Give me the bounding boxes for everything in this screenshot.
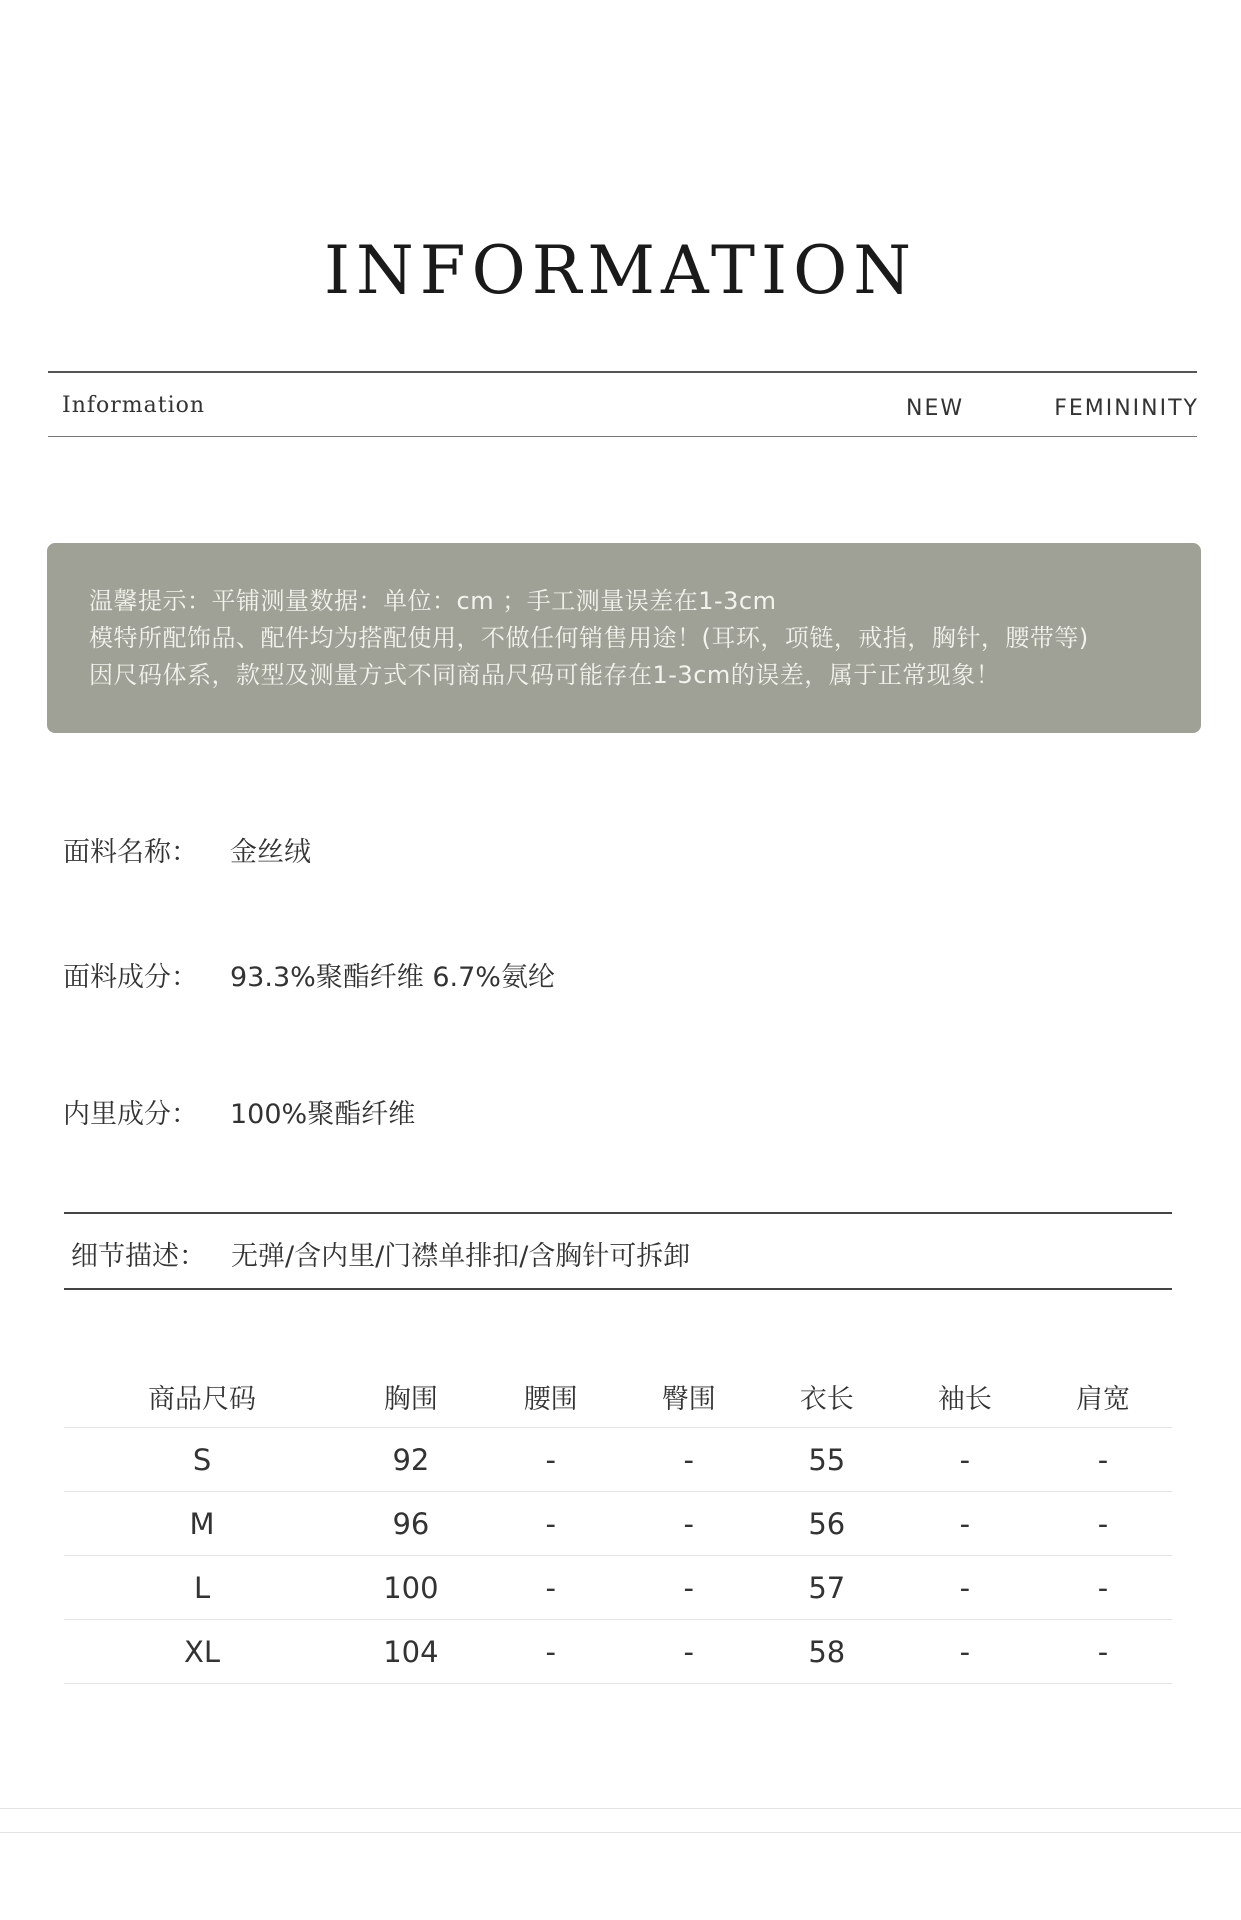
details-label: 细节描述： <box>71 1241 206 1272</box>
size-table-header-row <box>64 1365 1172 1428</box>
fabric-composition-label: 面料成分： <box>63 962 198 993</box>
size-table <box>64 1365 1172 1684</box>
fabric-composition-row <box>63 955 555 994</box>
table-cell: 56 <box>758 1492 896 1556</box>
details-bottom-rule <box>64 1288 1172 1290</box>
lining-composition-label: 内里成分： <box>63 1099 198 1130</box>
lining-composition-value: 100%聚酯纤维 <box>230 1099 416 1130</box>
size-table-header-size: 商品尺码 <box>64 1365 340 1428</box>
table-cell: - <box>1034 1428 1172 1492</box>
page-title: INFORMATION <box>323 232 917 309</box>
notice-line: 温馨提示：平铺测量数据：单位：cm ；手工测量误差在1-3cm <box>89 587 777 615</box>
details-row <box>71 1234 690 1273</box>
fabric-name-row <box>63 830 311 869</box>
header-information-label: Information <box>62 393 206 418</box>
table-cell: - <box>482 1428 620 1492</box>
table-cell: - <box>896 1492 1034 1556</box>
table-cell: - <box>620 1492 758 1556</box>
header-bottom-rule <box>48 436 1197 437</box>
size-table-header-hip: 臀围 <box>620 1365 758 1428</box>
header-femininity-label: FEMININITY <box>1054 396 1199 421</box>
table-cell: L <box>64 1556 340 1620</box>
table-cell: 57 <box>758 1556 896 1620</box>
table-cell: - <box>482 1556 620 1620</box>
header-new-label: NEW <box>906 396 965 421</box>
details-value: 无弹/含内里/门襟单排扣/含胸针可拆卸 <box>231 1241 691 1272</box>
size-table-header-length: 衣长 <box>758 1365 896 1428</box>
table-cell: - <box>896 1556 1034 1620</box>
fabric-name-label: 面料名称： <box>63 837 198 868</box>
footer-rule-bottom <box>0 1832 1241 1833</box>
table-cell: 55 <box>758 1428 896 1492</box>
table-cell: 100 <box>340 1556 482 1620</box>
size-table-header-waist: 腰围 <box>482 1365 620 1428</box>
table-cell: 96 <box>340 1492 482 1556</box>
table-cell: M <box>64 1492 340 1556</box>
notice-box <box>47 543 1201 733</box>
notice-line: 模特所配饰品、配件均为搭配使用，不做任何销售用途！(耳环，项链，戒指，胸针，腰带等) <box>89 624 1089 652</box>
table-cell: - <box>620 1428 758 1492</box>
table-cell: - <box>482 1492 620 1556</box>
size-table-header-shoulder: 肩宽 <box>1034 1365 1172 1428</box>
fabric-name-value: 金丝绒 <box>230 837 311 868</box>
table-cell: 104 <box>340 1620 482 1684</box>
fabric-composition-value: 93.3%聚酯纤维 6.7%氨纶 <box>230 962 555 993</box>
table-cell: 92 <box>340 1428 482 1492</box>
table-cell: XL <box>64 1620 340 1684</box>
table-cell: - <box>1034 1620 1172 1684</box>
table-cell: - <box>1034 1492 1172 1556</box>
table-row <box>64 1620 1172 1684</box>
table-cell: 58 <box>758 1620 896 1684</box>
lining-composition-row <box>63 1092 415 1131</box>
table-cell: S <box>64 1428 340 1492</box>
table-row <box>64 1428 1172 1492</box>
notice-line: 因尺码体系，款型及测量方式不同商品尺码可能存在1-3cm的误差，属于正常现象！ <box>89 661 1001 689</box>
table-cell: - <box>620 1620 758 1684</box>
table-cell: - <box>1034 1556 1172 1620</box>
size-table-header-chest: 胸围 <box>340 1365 482 1428</box>
table-cell: - <box>896 1428 1034 1492</box>
details-top-rule <box>64 1212 1172 1214</box>
table-cell: - <box>896 1620 1034 1684</box>
footer-rule-top <box>0 1808 1241 1809</box>
size-table-header-sleeve: 袖长 <box>896 1365 1034 1428</box>
table-row <box>64 1492 1172 1556</box>
table-cell: - <box>620 1556 758 1620</box>
header-top-rule <box>48 371 1197 373</box>
table-cell: - <box>482 1620 620 1684</box>
table-row <box>64 1556 1172 1620</box>
